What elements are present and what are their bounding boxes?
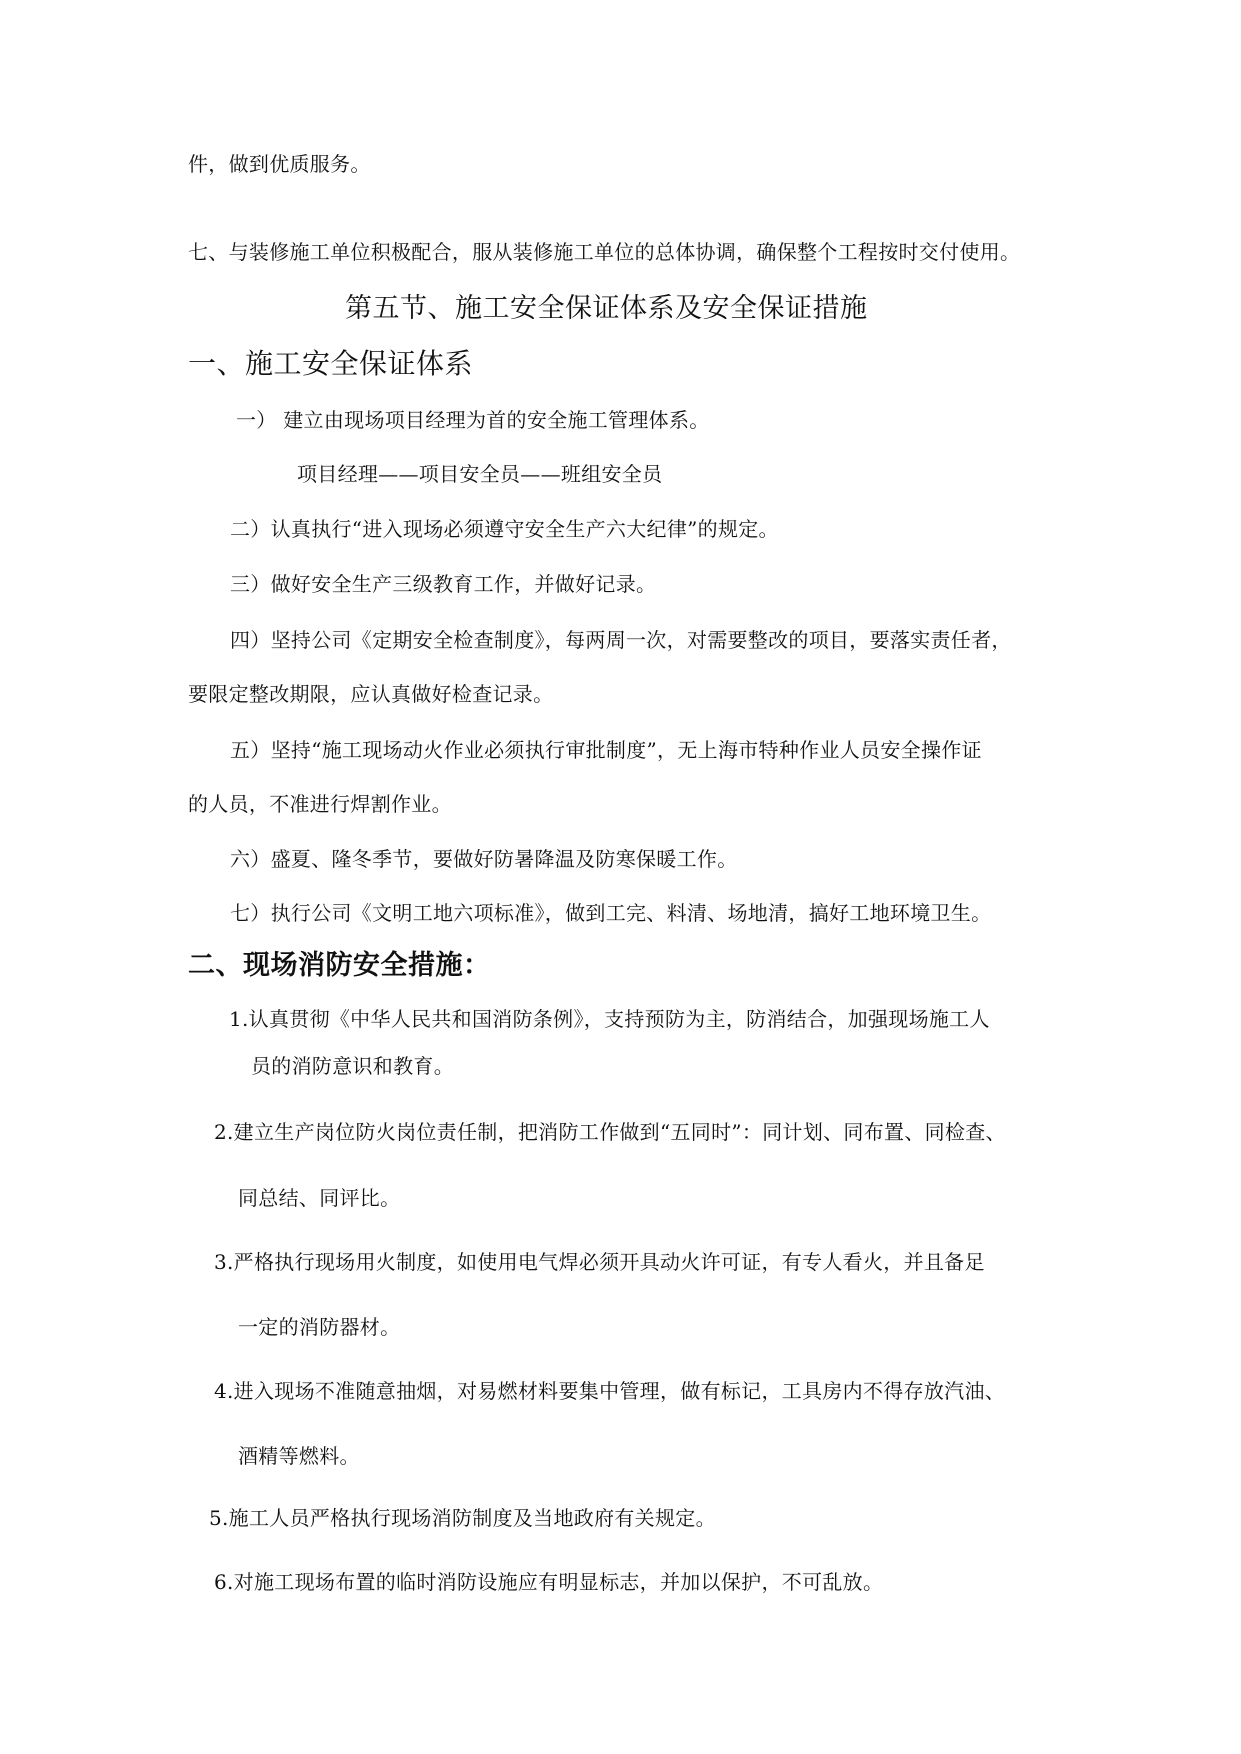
- part1-item-5: 五）坚持“施工现场动火作业必须执行审批制度”，无上海市特种作业人员安全操作证: [230, 738, 982, 762]
- part1-org-chain: 项目经理——项目安全员——班组安全员: [297, 462, 663, 486]
- continuation-text: 件，做到优质服务。: [188, 152, 371, 176]
- part1-item-4: 四）坚持公司《定期安全检查制度》，每两周一次，对需要整改的项目，要落实责任者，: [230, 628, 1012, 652]
- part1-heading: 一、施工安全保证体系: [188, 347, 474, 380]
- item-seven-text: 七、与装修施工单位积极配合，服从装修施工单位的总体协调，确保整个工程按时交付使用。: [188, 240, 1021, 264]
- part2-heading: 二、现场消防安全措施：: [188, 950, 491, 981]
- part2-item-2: 2.建立生产岗位防火岗位责任制，把消防工作做到“五同时”：同计划、同布置、同检查、: [214, 1120, 1006, 1144]
- part2-item-2-cont: 同总结、同评比。: [238, 1186, 401, 1210]
- section-title: 第五节、施工安全保证体系及安全保证措施: [345, 293, 868, 324]
- part2-item-4-cont: 酒精等燃料。: [238, 1444, 360, 1468]
- part2-item-3-cont: 一定的消防器材。: [238, 1315, 401, 1339]
- part1-item-4-cont: 要限定整改期限，应认真做好检查记录。: [188, 682, 554, 706]
- part1-item-1: 一） 建立由现场项目经理为首的安全施工管理体系。: [236, 408, 710, 432]
- part1-item-5-cont: 的人员，不准进行焊割作业。: [188, 792, 452, 816]
- part2-item-6: 6.对施工现场布置的临时消防设施应有明显标志，并加以保护，不可乱放。: [214, 1570, 884, 1594]
- part2-item-1: 1.认真贯彻《中华人民共和国消防条例》，支持预防为主，防消结合，加强现场施工人: [229, 1007, 990, 1031]
- part1-item-2: 二）认真执行“进入现场必须遵守安全生产六大纪律”的规定。: [230, 517, 779, 541]
- part1-item-6: 六）盛夏、隆冬季节，要做好防暑降温及防寒保暖工作。: [230, 847, 738, 871]
- part2-item-3: 3.严格执行现场用火制度，如使用电气焊必须开具动火许可证，有专人看火，并且备足: [214, 1250, 985, 1274]
- part2-item-4: 4.进入现场不准随意抽烟，对易燃材料要集中管理，做有标记，工具房内不得存放汽油、: [214, 1379, 1006, 1403]
- part1-item-7: 七）执行公司《文明工地六项标准》，做到工完、料清、场地清，搞好工地环境卫生。: [230, 901, 992, 925]
- part2-item-5: 5.施工人员严格执行现场消防制度及当地政府有关规定。: [209, 1506, 716, 1530]
- part2-item-1-cont: 员的消防意识和教育。: [251, 1054, 454, 1078]
- part1-item-3: 三）做好安全生产三级教育工作，并做好记录。: [230, 572, 657, 596]
